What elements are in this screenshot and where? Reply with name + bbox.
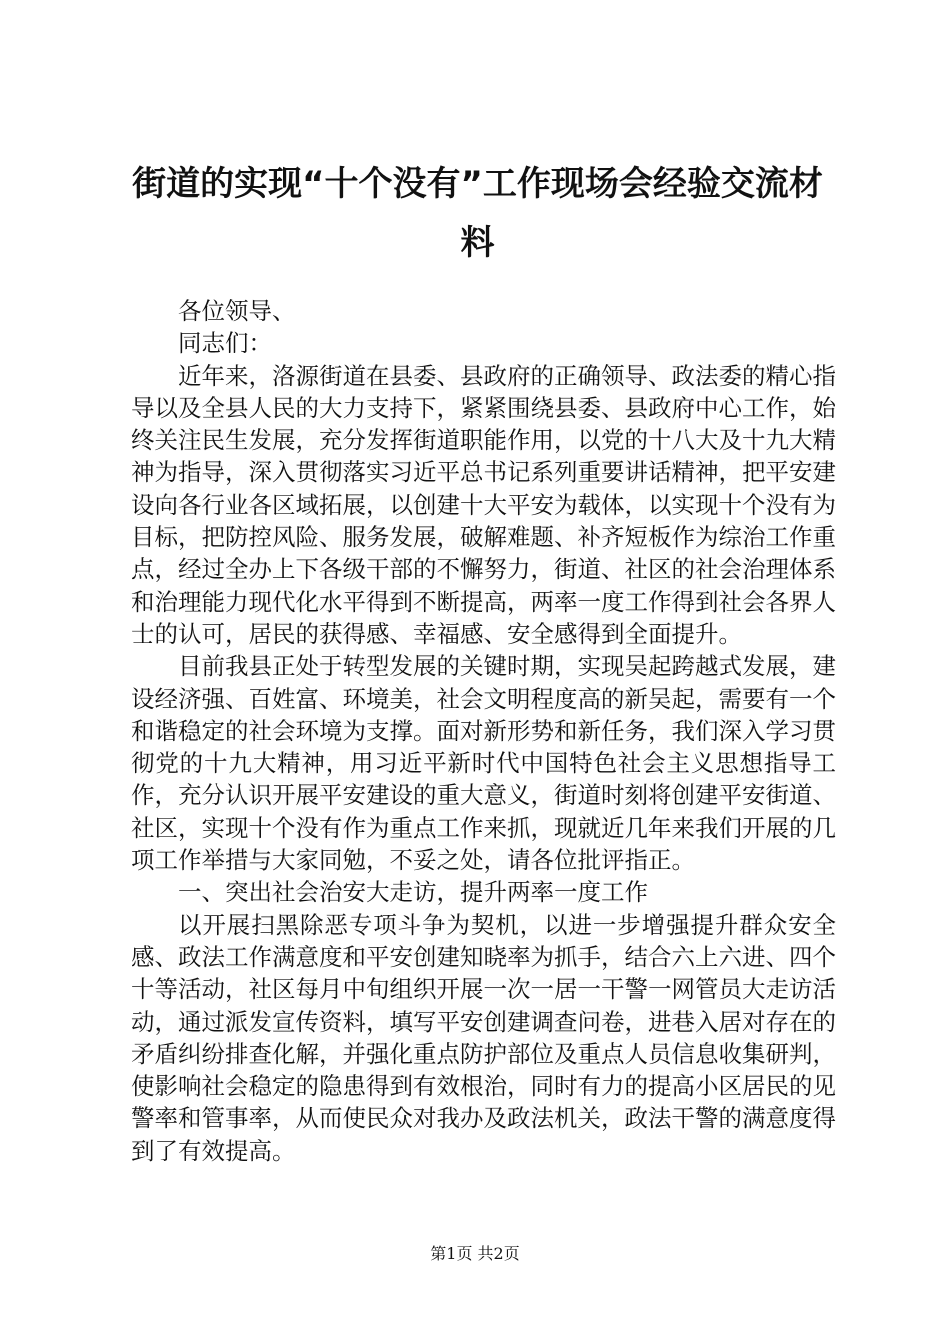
- document-body: [131, 295, 836, 1167]
- salutation-line-2: 同志们：: [178, 329, 272, 358]
- section-heading-1: 一、突出社会治安大走访，提升两率一度工作: [178, 878, 648, 907]
- page-footer: 第1页 共2页: [430, 1244, 520, 1263]
- document-title: 街道的实现“十个没有”工作现场会经验交流材料: [132, 164, 823, 263]
- body-paragraph-background: 目前我县正处于转型发展的关键时期，实现吴起跨越式发展，建设经济强、百姓富、环境美，社会文明程度高的新吴起，需要有一个和谐稳定的社会环境为支撑。面对新形势和新任务，我们深入学习贯彻党的十九大精神，用习近平新时代中国特色社会主义思想指导工作，充分认识开展平安建设的重大意义，街道时刻将创建平安街道、社区，实现十个没有作为重点工作来抓，现就近几年来我们开展的几项工作举措与大家同勉，不妥之处，请各位批评指正。: [131, 652, 836, 875]
- body-paragraph-section-1: 以开展扫黑除恶专项斗争为契机，以进一步增强提升群众安全感、政法工作满意度和平安创建知晓率为抓手，结合六上六进、四个十等活动，社区每月中旬组织开展一次一居一干警一网管员大走访活动，通过派发宣传资料，填写平安创建调查问卷，进巷入居对存在的矛盾纠纷排查化解，并强化重点防护部位及重点人员信息收集研判，使影响社会稳定的隐患得到有效根治，同时有力的提高小区居民的见警率和管事率，从而使民众对我办及政法机关，政法干警的满意度得到了有效提高。: [131, 910, 836, 1165]
- salutation-line-1: 各位领导、: [178, 297, 296, 325]
- body-paragraph-intro: 近年来，洛源街道在县委、县政府的正确领导、政法委的精心指导以及全县人民的大力支持下，紧紧围绕县委、县政府中心工作，始终关注民生发展，充分发挥街道职能作用，以党的十八大及十九大精神为指导，深入贯彻落实习近平总书记系列重要讲话精神，把平安建设向各行业各区域拓展，以创建十大平安为载体，以实现十个没有为目标，把防控风险、服务发展，破解难题、补齐短板作为综治工作重点，经过全办上下各级干部的不懈努力，街道、社区的社会治理体系和治理能力现代化水平得到不断提高，两率一度工作得到社会各界人士的认可，居民的获得感、幸福感、安全感得到全面提升。: [131, 361, 836, 648]
